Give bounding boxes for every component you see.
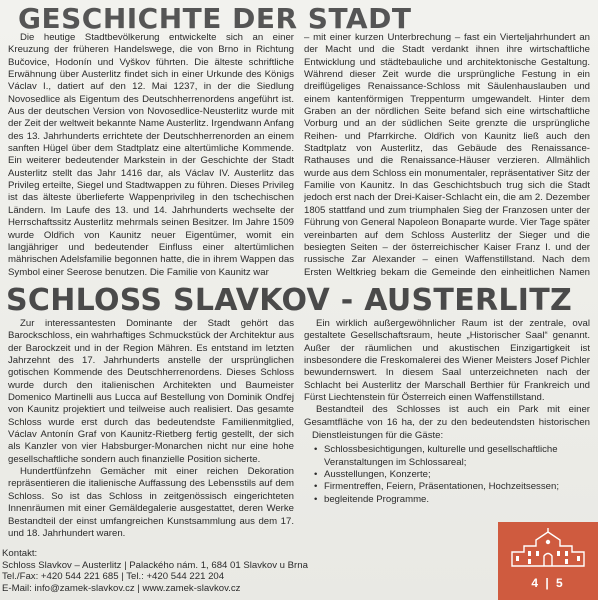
list-item: • Firmentreffen, Feiern, Präsentationen, Hochzeitsessen; bbox=[312, 481, 588, 493]
section-title-history: GESCHICHTE DER STADT bbox=[18, 2, 412, 35]
section-title-castle: SCHLOSS SLAVKOV - AUSTERLITZ bbox=[6, 283, 573, 318]
palace-silhouette-icon bbox=[506, 526, 590, 570]
castle-paragraph: Hundertfünfzehn Gemächer mit einer reichen Dekoration repräsentieren die italienische Auffassung des Lebensstils auf dem Schloss. So ist das Schloss in zeitgenössisch eingerichteten Innenräumen mit einer Gemäldegalerie ausgestattet, deren Werke Bestandteil der einst umfangreichen Kunstsammlung aus dem 17. und 18. Jahrhundert waren. bbox=[8, 466, 294, 539]
services-list bbox=[312, 430, 588, 506]
history-paragraph: – mit einer kurzen Unterbrechung – fast ein Vierteljahrhundert an der Macht und die Stadt verdankt ihnen ihre wirtschaftliche Entwicklung und städtebauliche und architektonische Gestaltung. Während dieser Zeit wurde die ursprüngliche Festung in ein dreiflügeliges Renaissance-Schloss mit Säulenhauslauben und einem kantenförmigen Treppenturm umgewandelt. Hinter dem Graben an der nördlichen Seite befand sich eine wirtschaftliche Vorburg und an der südlichen Seite grenzte die ursprüngliche Reihen- und Pfarrkirche. Oldřich von Kaunitz ließ auch den Stadtplatz von Austerlitz, das Gebäude des Renaissance-Rathauses und die Renaissance-Häuser verzieren. Allmählich wurde aus dem Schloss ein monumentaler, repräsentativer Sitz der Familie von Kaunitz. In das Geschichtsbuch trug sich die Stadt jedoch erst nach der Drei-Kaiser-Schlacht ein, die am 2. Dezember 1805 stattfand und zum triumphalen Sieg der Franzosen unter der Führung von General Napoleon Bonaparte wurde. Vier Tage später vereinbarten auf dem Schloss Austerlitz der Sieger und die besiegten Seiten – der österreichischer Kaiser Franz I. und der russische Zar Alexander – einen Waffenstillstand. Nach dem Ersten Weltkrieg bekam die Gemeinde den einheitlichen Namen bbox=[304, 32, 590, 278]
list-item: • Ausstellungen, Konzerte; bbox=[312, 469, 588, 481]
history-paragraph: Die heutige Stadtbevölkerung entwickelte sich an einer Kreuzung der früheren Handelswege, die von Brno in Richtung Bučovice, Hodonín und Vyškov führten. Die älteste schriftliche Erwähnung über Austerlitz findet sich in einer Urkunde des Königs Václav I., datiert auf den 12. Mai 1237, in der die Siedlung Novosedlice als Eigentum des Deutschherrenordens angeführt ist. Aus der deutschen Version von Novosedlice-Neusterlitz wurde mit der Zeit der weltweit bekannte Name Austerlitz. Irgendwann Anfang des 13. Jahrhunderts errichtete der Deutschherrenorden an einem sanften Hügel über dem Stadtplatz eine altertümliche Kommende. Ein weiterer bedeutender Markstein in der Geschichte der Stadt Austerlitz stellt das Jahr 1416 dar, als Václav IV. Austerlitz das Privileg erteilte, Siegel und Stadtwappen zu führen. Dieses Privileg ist das älteste überlieferte Wappenprivileg in den tschechischen Ländern. Im Laufe des 13. und 14. Jahrhunderts wechselte der Herrschaftssitz Austerlitz mehrmals seinen Besitzer. Im Jahre 1509 wurde Oldřich von Kaunitz neuer Eigentümer, womit ein langjähriger und bedeutender Einfluss einer altertümlichen mährischen Adelsfamilie begonnen hatte, die in ihrem Wappen das Symbol einer Seerose benutzen. Die Familie von Kaunitz war bbox=[8, 32, 294, 278]
castle-column-left bbox=[8, 318, 294, 544]
castle-paragraph: Ein wirklich außergewöhnlicher Raum ist der zentrale, oval gestaltete Gesellschaftsraum, heute „Historischer Saal“ genannt. Außer der räumlichen und akustischen Einzigartigkeit ist insbesondere die Freskomalerei des Wiener Meisters Josef Pichler bewundernswert. In diesem Saal unterzeichneten nach der Schlacht bei Austerlitz der Marschall Berthier für Frankreich und Fürst Liechtenstein für Österreich einen Waffenstillstand. bbox=[304, 318, 590, 404]
castle-paragraph: Zur interessantesten Dominante der Stadt gehört das Barockschloss, ein wahrhaftiges Schmuckstück der Architektur aus der Barockzeit und in der Region Mähren. Es entstand im letzten Jahrzehnt des 17. Jahrhunderts anstelle der ursprünglichen gotischen Kommende des Deutschherrenordens. Dieses Schloss wurde durch den italienischen Architekten und Baumeister Domenico Martinelli aus Lucca auf Bestellung von Dominik Ondřej von Kaunitz projektiert und teilweise auch realisiert. Das gesamte Schloss wurde erst durch das bedeutendste Familienmitglied, Václav Antonín Graf von Kaunitz-Rietberg fertig gestellt, der sich als Kanzler von vier Habsburger-Monarchen nicht nur eine hohe gesellschaftliche sondern auch finanzielle Position sicherte. bbox=[8, 318, 294, 465]
contact-email[interactable]: E-Mail: info@zamek-slavkov.cz | www.zamek-slavkov.cz bbox=[2, 582, 241, 594]
list-item: • begleitende Programme. bbox=[312, 494, 588, 506]
history-column-right bbox=[304, 32, 590, 280]
contact-label: Kontakt: bbox=[2, 548, 38, 559]
contact-address: Schloss Slavkov – Austerlitz | Palackého nám. 1, 684 01 Slavkov u Brna bbox=[2, 559, 308, 571]
list-item: • Schlossbesichtigungen, kulturelle und gesellschaftliche Veranstaltungen im Schlossareal; bbox=[312, 444, 588, 469]
contact-phone: Tel./Fax: +420 544 221 685 | Tel.: +420 544 221 204 bbox=[2, 571, 225, 583]
history-column-left bbox=[8, 32, 294, 280]
castle-paragraph: Bestandteil des Schlosses ist auch ein Park mit einer Gesamtfläche von 16 ha, der zu den bedeutendsten historischen bbox=[304, 404, 590, 426]
castle-column-right bbox=[304, 318, 590, 426]
page-badge bbox=[498, 522, 598, 600]
page-number: 4 | 5 bbox=[531, 576, 565, 590]
services-title: Dienstleistungen für die Gäste: bbox=[312, 430, 444, 441]
contact-block bbox=[2, 548, 308, 594]
